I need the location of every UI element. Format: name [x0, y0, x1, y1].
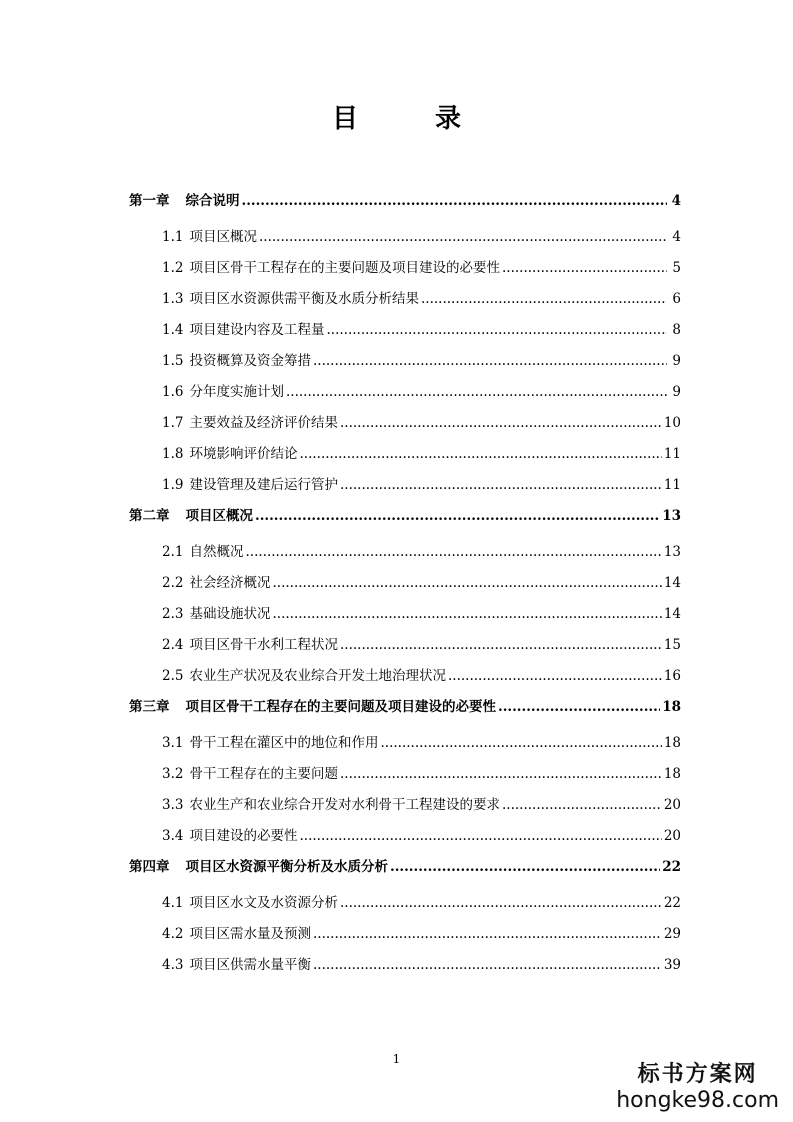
- toc-entry-number: 1.4: [162, 322, 184, 338]
- toc-entry-text: 综合说明: [185, 193, 240, 209]
- toc-section-entry[interactable]: [129, 222, 681, 253]
- toc-section-entry[interactable]: [129, 919, 681, 950]
- toc-section-entry[interactable]: [129, 568, 681, 599]
- toc-entry-label: [162, 543, 243, 561]
- toc-entry-text: 项目区需水量及预测: [189, 926, 311, 942]
- toc-dot-leader: [299, 827, 661, 845]
- toc-entry-label: [162, 574, 270, 592]
- toc-entry-text: 项目区水资源供需平衡及水质分析结果: [189, 291, 419, 307]
- toc-section-entry[interactable]: [129, 821, 681, 852]
- toc-entry-number: 1.7: [162, 415, 184, 431]
- toc-dot-leader: [390, 858, 660, 876]
- toc-entry-label: [162, 734, 378, 752]
- toc-section-entry[interactable]: [129, 950, 681, 981]
- toc-section-entry[interactable]: [129, 790, 681, 821]
- toc-page-number: 11: [663, 477, 681, 493]
- toc-entry-number: 1.6: [162, 384, 184, 400]
- toc-dot-leader: [299, 445, 661, 463]
- toc-dot-leader: [313, 956, 662, 974]
- toc-entry-number: 1.3: [162, 291, 184, 307]
- toc-dot-leader: [502, 259, 667, 277]
- toc-dot-leader: [502, 796, 662, 814]
- toc-entry-number: 1.5: [162, 353, 184, 369]
- toc-entry-label: [162, 321, 324, 339]
- toc-page-number: 18: [663, 766, 681, 782]
- toc-dot-leader: [421, 290, 667, 308]
- toc-entry-number: 3.3: [162, 797, 184, 813]
- toc-entry-text: 建设管理及建后运行管护: [189, 477, 338, 493]
- toc-dot-leader: [448, 667, 662, 685]
- toc-page-number: 6: [672, 291, 681, 307]
- toc-page-number: 15: [663, 637, 681, 653]
- toc-entry-number: 1.2: [162, 260, 184, 276]
- toc-page-number: 13: [663, 544, 681, 560]
- toc-page-number: 14: [663, 575, 681, 591]
- toc-section-entry[interactable]: [129, 759, 681, 790]
- toc-chapter-entry[interactable]: [129, 501, 681, 537]
- toc-page-number: 5: [672, 260, 681, 276]
- toc-entry-number: 2.2: [162, 575, 184, 591]
- toc-entry-label: [129, 507, 253, 525]
- toc-entry-text: 基础设施状况: [189, 606, 271, 622]
- toc-chapter-entry[interactable]: [129, 852, 681, 888]
- toc-entry-text: 自然概况: [189, 544, 244, 560]
- toc-entry-label: [129, 698, 496, 716]
- toc-entry-label: [162, 925, 311, 943]
- toc-entry-label: [162, 383, 284, 401]
- site-watermark: [616, 1062, 779, 1114]
- toc-entry-number: 1.9: [162, 477, 184, 493]
- toc-entry-label: [162, 352, 311, 370]
- toc-entry-text: 投资概算及资金筹措: [189, 353, 311, 369]
- toc-section-entry[interactable]: [129, 284, 681, 315]
- toc-section-entry[interactable]: [129, 253, 681, 284]
- toc-dot-leader: [326, 321, 667, 339]
- toc-dot-leader: [498, 698, 660, 716]
- watermark-english: hongke98.com: [616, 1088, 779, 1113]
- toc-entry-label: [162, 827, 297, 845]
- toc-page-number: 10: [663, 415, 681, 431]
- toc-entry-label: [162, 796, 500, 814]
- toc-page-number: 39: [663, 957, 681, 973]
- toc-entry-text: 分年度实施计划: [189, 384, 284, 400]
- toc-chapter-entry[interactable]: [129, 692, 681, 728]
- toc-section-entry[interactable]: [129, 408, 681, 439]
- toc-dot-leader: [340, 476, 662, 494]
- toc-entry-text: 项目区供需水量平衡: [189, 957, 311, 973]
- toc-dot-leader: [340, 414, 662, 432]
- toc-entry-label: [129, 858, 388, 876]
- toc-entry-text: 项目建设内容及工程量: [189, 322, 325, 338]
- toc-page-number: 16: [663, 668, 681, 684]
- toc-entry-number: 4.2: [162, 926, 184, 942]
- toc-entry-number: 1.8: [162, 446, 184, 462]
- toc-page-number: 22: [663, 895, 681, 911]
- toc-title: 目 录: [331, 104, 496, 134]
- toc-entry-number: 3.1: [162, 735, 184, 751]
- toc-entry-label: [162, 290, 419, 308]
- toc-section-entry[interactable]: [129, 439, 681, 470]
- toc-section-entry[interactable]: [129, 728, 681, 759]
- toc-entry-number: 第一章: [129, 193, 170, 209]
- toc-entry-text: 骨干工程在灌区中的地位和作用: [189, 735, 379, 751]
- toc-section-entry[interactable]: [129, 630, 681, 661]
- toc-entry-label: [162, 765, 338, 783]
- toc-entry-text: 环境影响评价结论: [189, 446, 298, 462]
- toc-page-number: 13: [662, 508, 681, 524]
- toc-dot-leader: [255, 507, 660, 525]
- toc-entry-text: 项目区水资源平衡分析及水质分析: [185, 859, 388, 875]
- toc-entry-text: 项目区水文及水资源分析: [189, 895, 338, 911]
- toc-dot-leader: [259, 228, 667, 246]
- toc-entry-number: 4.3: [162, 957, 184, 973]
- toc-entry-number: 第四章: [129, 859, 170, 875]
- toc-dot-leader: [245, 543, 661, 561]
- toc-entry-number: 2.4: [162, 637, 184, 653]
- toc-entry-text: 社会经济概况: [189, 575, 271, 591]
- toc-section-entry[interactable]: [129, 377, 681, 408]
- toc-entry-text: 项目建设的必要性: [189, 828, 298, 844]
- toc-entry-label: [162, 445, 297, 463]
- toc-dot-leader: [286, 383, 667, 401]
- toc-entry-label: [162, 259, 500, 277]
- toc-entry-text: 项目区骨干工程存在的主要问题及项目建设的必要性: [185, 699, 496, 715]
- toc-section-entry[interactable]: [129, 661, 681, 692]
- toc-dot-leader: [272, 605, 661, 623]
- toc-entry-number: 第三章: [129, 699, 170, 715]
- toc-entry-label: [162, 476, 338, 494]
- toc-page-number: 4: [672, 229, 681, 245]
- table-of-contents: [129, 186, 681, 981]
- toc-dot-leader: [340, 636, 662, 654]
- toc-page-number: 29: [663, 926, 681, 942]
- toc-entry-number: 第二章: [129, 508, 170, 524]
- toc-entry-text: 主要效益及经济评价结果: [189, 415, 338, 431]
- toc-entry-label: [162, 605, 270, 623]
- toc-entry-label: [162, 894, 338, 912]
- toc-page-number: 22: [662, 859, 681, 875]
- toc-section-entry[interactable]: [129, 315, 681, 346]
- toc-page-number: 20: [663, 828, 681, 844]
- toc-entry-text: 项目区骨干水利工程状况: [189, 637, 338, 653]
- toc-dot-leader: [380, 734, 661, 752]
- toc-entry-label: [162, 228, 257, 246]
- toc-page-number: 18: [662, 699, 681, 715]
- page-number: 1: [392, 1052, 401, 1066]
- toc-dot-leader: [313, 925, 662, 943]
- watermark-chinese: 标书方案网: [637, 1062, 758, 1087]
- toc-entry-number: 3.2: [162, 766, 184, 782]
- toc-dot-leader: [340, 894, 662, 912]
- toc-entry-number: 2.1: [162, 544, 184, 560]
- toc-section-entry[interactable]: [129, 537, 681, 568]
- toc-entry-label: [129, 192, 240, 210]
- toc-entry-number: 1.1: [162, 229, 184, 245]
- toc-section-entry[interactable]: [129, 599, 681, 630]
- toc-entry-label: [162, 636, 338, 654]
- toc-dot-leader: [313, 352, 667, 370]
- toc-page-number: 8: [672, 322, 681, 338]
- toc-page-number: 9: [672, 353, 681, 369]
- toc-page-number: 20: [663, 797, 681, 813]
- toc-entry-text: 项目区概况: [189, 229, 257, 245]
- toc-entry-text: 骨干工程存在的主要问题: [189, 766, 338, 782]
- toc-entry-number: 4.1: [162, 895, 184, 911]
- toc-dot-leader: [340, 765, 662, 783]
- toc-entry-label: [162, 956, 311, 974]
- toc-entry-number: 2.3: [162, 606, 184, 622]
- toc-entry-text: 农业生产和农业综合开发对水利骨干工程建设的要求: [189, 797, 500, 813]
- toc-section-entry[interactable]: [129, 470, 681, 501]
- toc-section-entry[interactable]: [129, 346, 681, 377]
- toc-entry-text: 项目区概况: [185, 508, 253, 524]
- toc-entry-text: 项目区骨干工程存在的主要问题及项目建设的必要性: [189, 260, 500, 276]
- toc-entry-label: [162, 667, 446, 685]
- toc-page-number: 18: [663, 735, 681, 751]
- toc-page-number: 4: [671, 193, 681, 209]
- toc-dot-leader: [272, 574, 661, 592]
- toc-entry-number: 2.5: [162, 668, 184, 684]
- toc-dot-leader: [242, 192, 668, 210]
- toc-chapter-entry[interactable]: [129, 186, 681, 222]
- toc-page-number: 9: [672, 384, 681, 400]
- toc-page-number: 11: [663, 446, 681, 462]
- toc-entry-text: 农业生产状况及农业综合开发土地治理状况: [189, 668, 446, 684]
- toc-section-entry[interactable]: [129, 888, 681, 919]
- toc-entry-number: 3.4: [162, 828, 184, 844]
- toc-page-number: 14: [663, 606, 681, 622]
- toc-entry-label: [162, 414, 338, 432]
